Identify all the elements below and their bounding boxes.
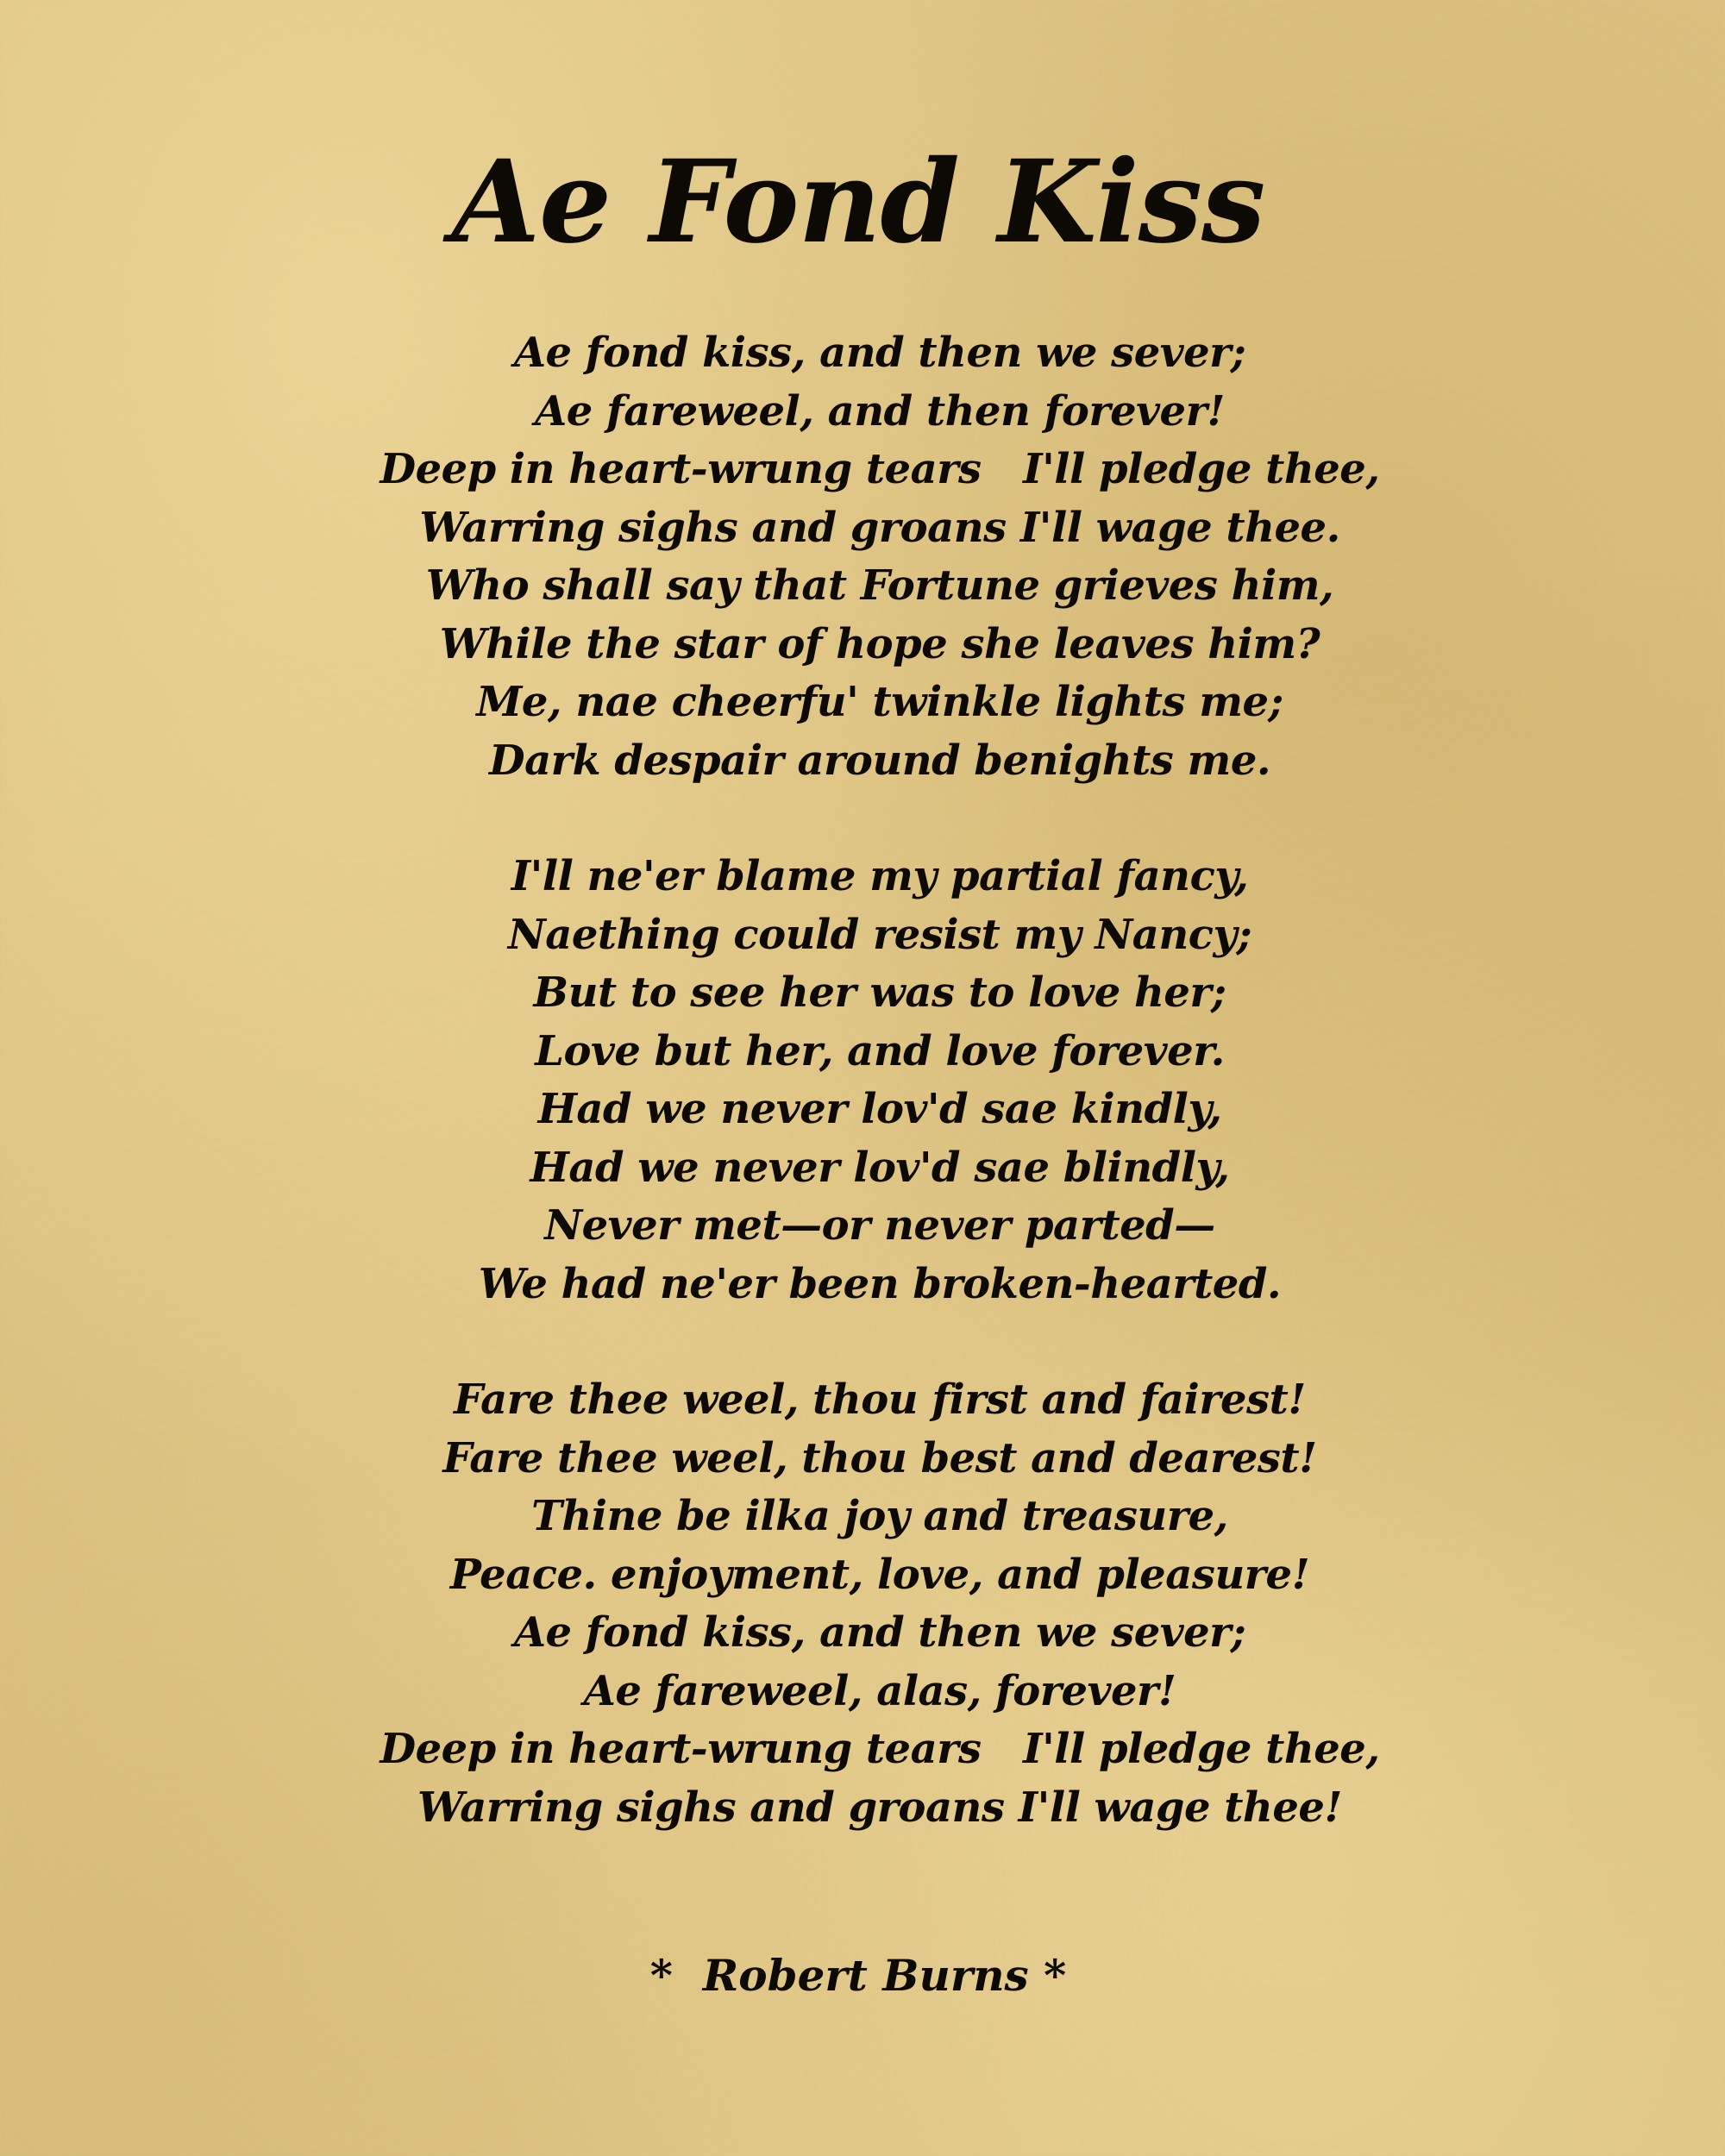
poem-line: Never met—or never parted— — [544, 1201, 1215, 1250]
poem-line: Ae fareweel, alas, forever! — [583, 1666, 1176, 1715]
poem-line: Fare thee weel, thou best and dearest! — [442, 1433, 1317, 1482]
poem-line: Dark despair around benights me. — [488, 736, 1271, 785]
poem-line: While the star of hope she leaves him? — [439, 619, 1320, 668]
poem-line: Had we never lov'd sae kindly, — [537, 1085, 1222, 1133]
poem-line: Who shall say that Fortune grieves him, — [425, 561, 1334, 610]
poem-line: Ae fareweel, and then forever! — [535, 386, 1225, 436]
poem-title: Ae Fond Kiss — [451, 135, 1265, 269]
poem-line: Love but her, and love forever. — [535, 1026, 1225, 1075]
poem-line: Deep in heart-wrung tears I'll pledge thee, — [380, 1725, 1380, 1773]
poem-line: Warring sighs and groans I'll wage thee. — [419, 503, 1340, 552]
stanza-2 — [0, 848, 1725, 1313]
stanza-3 — [0, 1371, 1725, 1837]
poem-line: Peace. enjoyment, love, and pleasure! — [449, 1550, 1310, 1599]
stanza-1 — [0, 324, 1725, 790]
poem-line: Naething could resist my Nancy; — [507, 910, 1252, 959]
poem-line: Me, nae cheerfu' twinkle lights me; — [476, 678, 1283, 726]
poem-line: Had we never lov'd sae blindly, — [530, 1143, 1230, 1192]
poem-line: Ae fond kiss, and then we sever; — [513, 1608, 1246, 1657]
poem-line: We had ne'er been broken-hearted. — [478, 1259, 1282, 1308]
poem-line: But to see her was to love her; — [533, 968, 1226, 1017]
poem-line: Ae fond kiss, and then we sever; — [513, 329, 1246, 377]
author-credit: * Robert Burns * — [649, 1950, 1067, 2001]
poem-line: Warring sighs and groans I'll wage thee! — [417, 1783, 1342, 1832]
poem-line: Fare thee weel, thou first and fairest! — [454, 1376, 1306, 1424]
poem-line: Thine be ilka joy and treasure, — [531, 1492, 1228, 1540]
poem-line: I'll ne'er blame my partial fancy, — [511, 852, 1249, 900]
poem-line: Deep in heart-wrung tears I'll pledge thee, — [380, 445, 1380, 493]
